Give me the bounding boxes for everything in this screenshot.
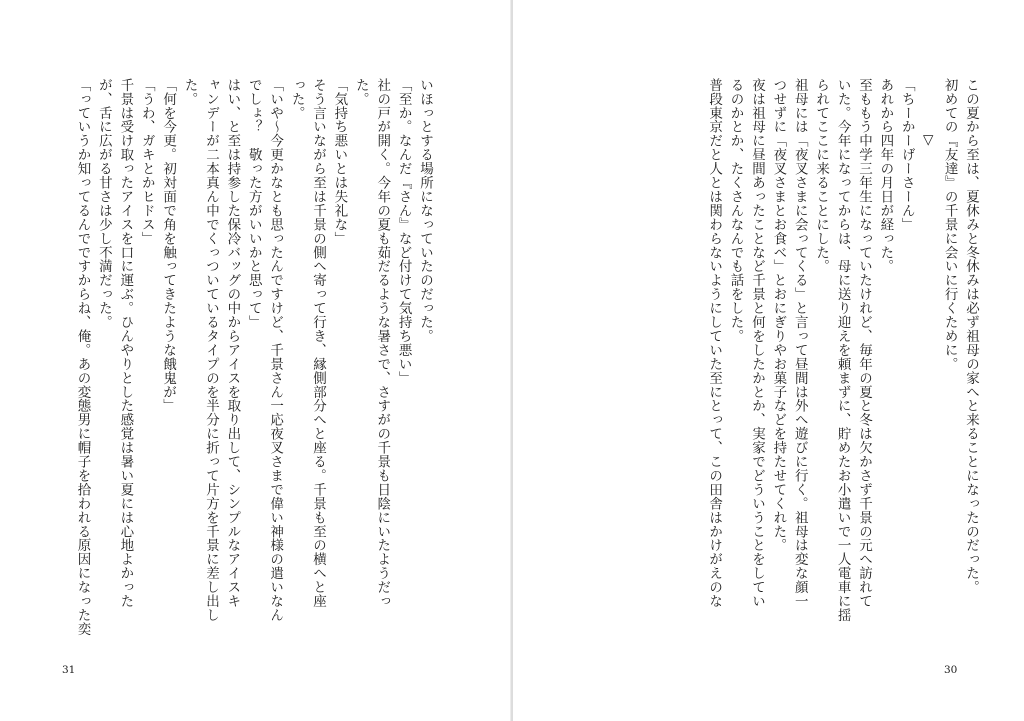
text-line: 「いや〜今更かなとも思ったんですけど、千景さん一応夜叉さまで偉い神様の遣いなん — [267, 78, 284, 623]
text-line: た。 — [352, 78, 369, 106]
text-line: いほっとする場所になっていたのだった。 — [417, 78, 433, 344]
text-line: 祖母には「夜叉さまに会ってくる」と言って昼間は外へ遊びに行く。祖母は変な顔一 — [791, 78, 808, 609]
text-line: でしょ？ 敬った方がいいかと思って」 — [245, 78, 262, 330]
text-line: いた。今年になってからは、母に送り迎えを頼まずに、貯めたお小遣いで一人電車に揺 — [834, 78, 851, 623]
right-page-body-text — [541, 78, 981, 668]
scene-break-mark: ▽ — [920, 132, 937, 149]
text-line: られてここに来ることにした。 — [813, 78, 830, 274]
text-line: 千景は受け取ったアイスを口に運ぶ。ひんやりとした感覚は暑い夏には心地よかった — [117, 78, 134, 609]
text-line: あれから四年の月日が経った。 — [877, 78, 894, 274]
text-line: そう言いながら至は千景の側へ寄って行き、縁側部分へと座る。千景も至の横へと座 — [309, 78, 326, 609]
text-line: 「ちーかーげーさーん」 — [898, 78, 915, 232]
text-line: た。 — [181, 78, 198, 106]
text-line: 「っていうか知ってるんでですからね、俺。あの変態男に帽子を拾われる原因になった奕 — [74, 78, 91, 636]
text-line: ャンデーが二本真ん中でくっついているタイプのを半分に折って片方を千景に差し出し — [202, 78, 219, 623]
text-line: った。 — [288, 78, 305, 120]
right-page — [513, 0, 1024, 721]
page-number: 30 — [944, 664, 958, 676]
text-line: 「至か。なんだ『さん』など付けて気持ち悪い」 — [395, 78, 412, 385]
text-line: 至ももう中学三年生になっていたけれど、毎年の夏と冬は欠かさず千景の元へ訪れて — [855, 78, 872, 609]
text-line: つせずに「夜叉さまとお食べ」とおにぎりやお菓子などを持たせてくれた。 — [770, 78, 787, 553]
text-line: この夏から至は、夏休みと冬休みは必ず祖母の家へと来ることになったのだった。 — [963, 78, 979, 595]
text-line: はい、と至は持参した保冷バッグの中からアイスを取り出して、シンプルなアイスキ — [224, 78, 241, 609]
left-page — [0, 0, 511, 721]
text-line: が、舌に広がる甘さは少し不満だった。 — [95, 78, 112, 330]
text-line: 夜は祖母に昼間あったことなど千景と何をしたかとか、実家でどういうことをしてい — [748, 78, 765, 609]
text-line: るのかとか、たくさんなんでも話をした。 — [727, 78, 744, 344]
text-line: 普段東京だと人とは関わらないようにしていた至にとって、この田舎はかけがえのな — [706, 78, 723, 609]
text-line: 「何を今更。初対面で角を触ってきたような餓鬼が」 — [160, 78, 177, 413]
left-page-body-text — [55, 78, 435, 668]
text-line: 社の戸が開く。今年の夏も茹だるような暑さで、さすがの千景も日陰にいたようだっ — [374, 78, 391, 609]
text-line: 「うわ、ガキとかヒドス」 — [138, 78, 155, 246]
page-number: 31 — [62, 664, 76, 676]
text-line: 初めての『友達』の千景に会いに行くために。 — [941, 78, 958, 371]
text-line: 「気持ち悪いとは失礼な」 — [331, 78, 348, 246]
